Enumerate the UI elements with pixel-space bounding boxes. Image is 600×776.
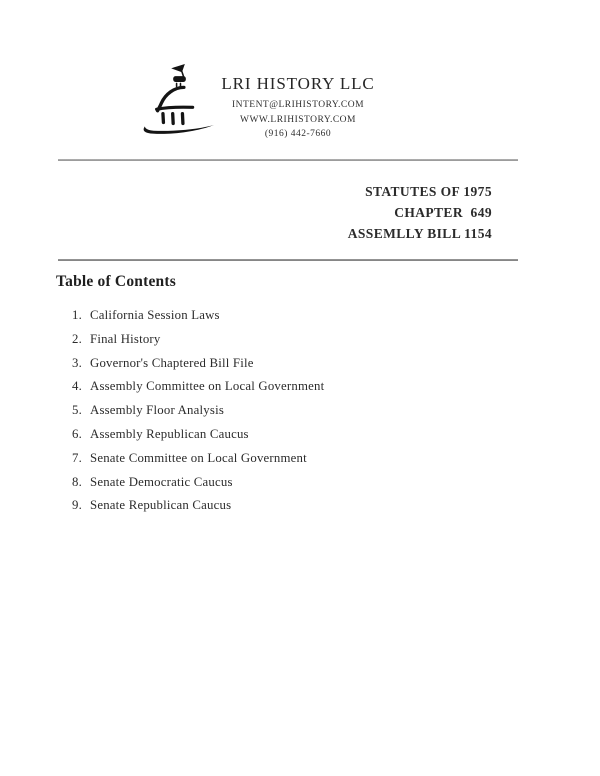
toc-item-number: 6.: [72, 426, 82, 441]
toc-item: [56, 379, 516, 403]
toc-item-number: 9.: [72, 498, 82, 513]
toc-item-label: Final History: [90, 331, 161, 346]
toc-title: Table of Contents: [56, 273, 176, 290]
toc-item-number: 3.: [72, 355, 82, 370]
bill-reference: [348, 181, 492, 244]
toc-item-number: 2.: [72, 331, 82, 346]
toc-item-label: Assembly Floor Analysis: [90, 403, 224, 418]
toc-item: [56, 498, 516, 522]
letterhead: [186, 74, 410, 142]
toc-item-label: Senate Democratic Caucus: [90, 474, 233, 489]
toc-item: [56, 356, 516, 380]
toc-item: [56, 403, 516, 427]
toc-item: [56, 427, 516, 451]
toc-item-number: 4.: [72, 379, 82, 394]
toc-item: [56, 475, 516, 499]
toc-item-label: Senate Committee on Local Government: [90, 450, 307, 465]
toc-item-label: California Session Laws: [90, 308, 220, 322]
toc-item-number: 8.: [72, 474, 82, 489]
toc-item-label: Assembly Republican Caucus: [90, 426, 249, 441]
toc-list: [56, 308, 516, 522]
toc-item: [56, 308, 516, 332]
toc-item-number: 1.: [72, 308, 82, 322]
toc-item-label: Governor's Chaptered Bill File: [90, 355, 254, 370]
toc-item-number: 5.: [72, 403, 82, 418]
bill-line: ASSEMLLY BILL 1154: [347, 226, 492, 241]
toc-item: [56, 451, 516, 475]
company-name: LRI HISTORY LLC: [221, 74, 375, 93]
statutes-line: STATUTES OF 1975: [365, 184, 492, 199]
company-website: WWW.LRIHISTORY.COM: [240, 114, 356, 125]
toc-item-number: 7.: [72, 450, 82, 465]
toc-item-label: Senate Republican Caucus: [90, 498, 232, 513]
horizontal-rule-bottom: [58, 259, 518, 261]
toc-item: [56, 332, 516, 356]
company-phone: (916) 442-7660: [264, 129, 332, 139]
horizontal-rule-top: [58, 159, 518, 161]
chapter-line: CHAPTER 649: [394, 205, 492, 220]
company-email: INTENT@LRIHISTORY.COM: [231, 100, 365, 110]
toc-item-label: Assembly Committee on Local Government: [90, 379, 325, 394]
